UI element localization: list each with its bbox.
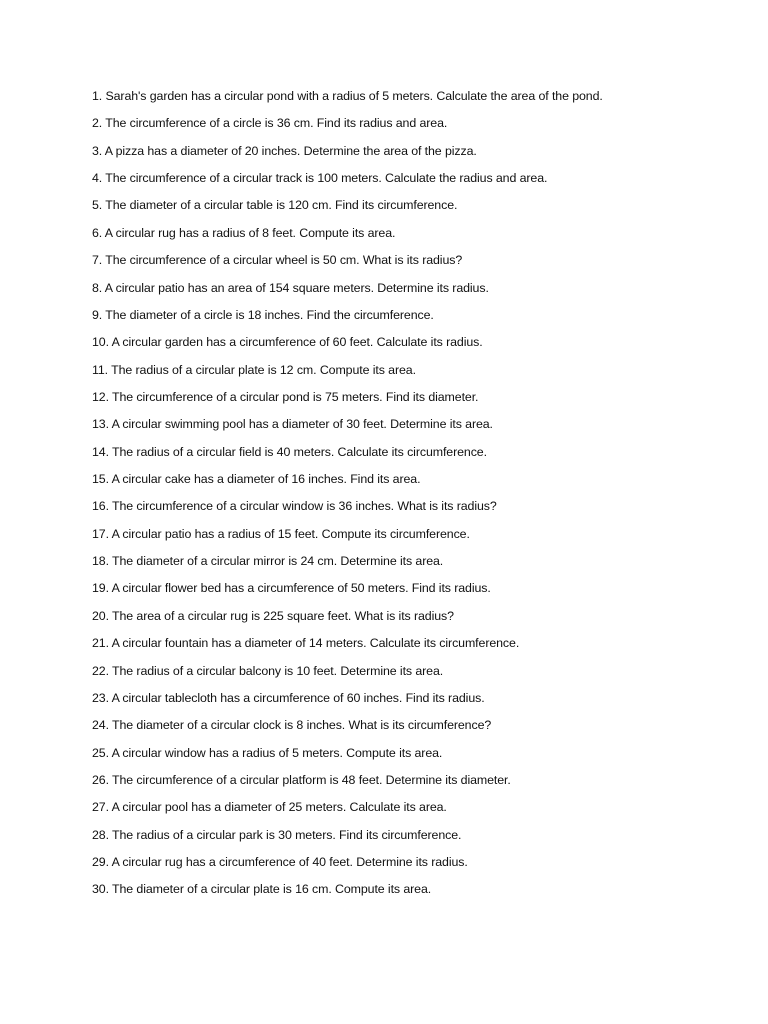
question-item: 7. The circumference of a circular wheel is 50 cm. What is its radius? xyxy=(92,253,463,268)
question-item: 19. A circular flower bed has a circumference of 50 meters. Find its radius. xyxy=(92,581,491,596)
question-list xyxy=(92,86,742,907)
question-item: 17. A circular patio has a radius of 15 feet. Compute its circumference. xyxy=(92,526,470,541)
question-item: 13. A circular swimming pool has a diameter of 30 feet. Determine its area. xyxy=(92,417,493,432)
question-item: 12. The circumference of a circular pond is 75 meters. Find its diameter. xyxy=(92,389,479,404)
question-item: 28. The radius of a circular park is 30 meters. Find its circumference. xyxy=(92,827,462,842)
question-item: 5. The diameter of a circular table is 120 cm. Find its circumference. xyxy=(92,198,458,213)
question-item: 6. A circular rug has a radius of 8 feet. Compute its area. xyxy=(92,225,396,240)
question-item: 15. A circular cake has a diameter of 16 inches. Find its area. xyxy=(92,472,421,487)
question-item: 11. The radius of a circular plate is 12 cm. Compute its area. xyxy=(92,362,416,377)
question-item: 8. A circular patio has an area of 154 square meters. Determine its radius. xyxy=(92,280,489,295)
question-item: 29. A circular rug has a circumference of 40 feet. Determine its radius. xyxy=(92,855,468,870)
question-item: 23. A circular tablecloth has a circumference of 60 inches. Find its radius. xyxy=(92,690,485,705)
question-item: 1. Sarah's garden has a circular pond with a radius of 5 meters. Calculate the area of the pond. xyxy=(92,89,603,103)
question-item: 16. The circumference of a circular window is 36 inches. What is its radius? xyxy=(92,499,497,514)
question-item: 18. The diameter of a circular mirror is 24 cm. Determine its area. xyxy=(92,554,444,569)
question-item: 22. The radius of a circular balcony is 10 feet. Determine its area. xyxy=(92,663,444,678)
question-item: 26. The circumference of a circular platform is 48 feet. Determine its diameter. xyxy=(92,772,511,787)
question-item: 24. The diameter of a circular clock is 8 inches. What is its circumference? xyxy=(92,718,492,733)
question-item: 4. The circumference of a circular track is 100 meters. Calculate the radius and area. xyxy=(92,171,548,186)
question-item: 25. A circular window has a radius of 5 meters. Compute its area. xyxy=(92,745,443,760)
question-item: 20. The area of a circular rug is 225 square feet. What is its radius? xyxy=(92,608,454,623)
question-item: 21. A circular fountain has a diameter of 14 meters. Calculate its circumference. xyxy=(92,636,520,651)
question-item: 30. The diameter of a circular plate is 16 cm. Compute its area. xyxy=(92,882,432,897)
question-item: 27. A circular pool has a diameter of 25 meters. Calculate its area. xyxy=(92,800,447,815)
question-item: 10. A circular garden has a circumference of 60 feet. Calculate its radius. xyxy=(92,335,483,350)
question-item: 9. The diameter of a circle is 18 inches. Find the circumference. xyxy=(92,307,434,322)
question-item: 3. A pizza has a diameter of 20 inches. Determine the area of the pizza. xyxy=(92,143,477,158)
question-item: 14. The radius of a circular field is 40 meters. Calculate its circumference. xyxy=(92,444,487,459)
question-item: 2. The circumference of a circle is 36 cm. Find its radius and area. xyxy=(92,116,448,131)
